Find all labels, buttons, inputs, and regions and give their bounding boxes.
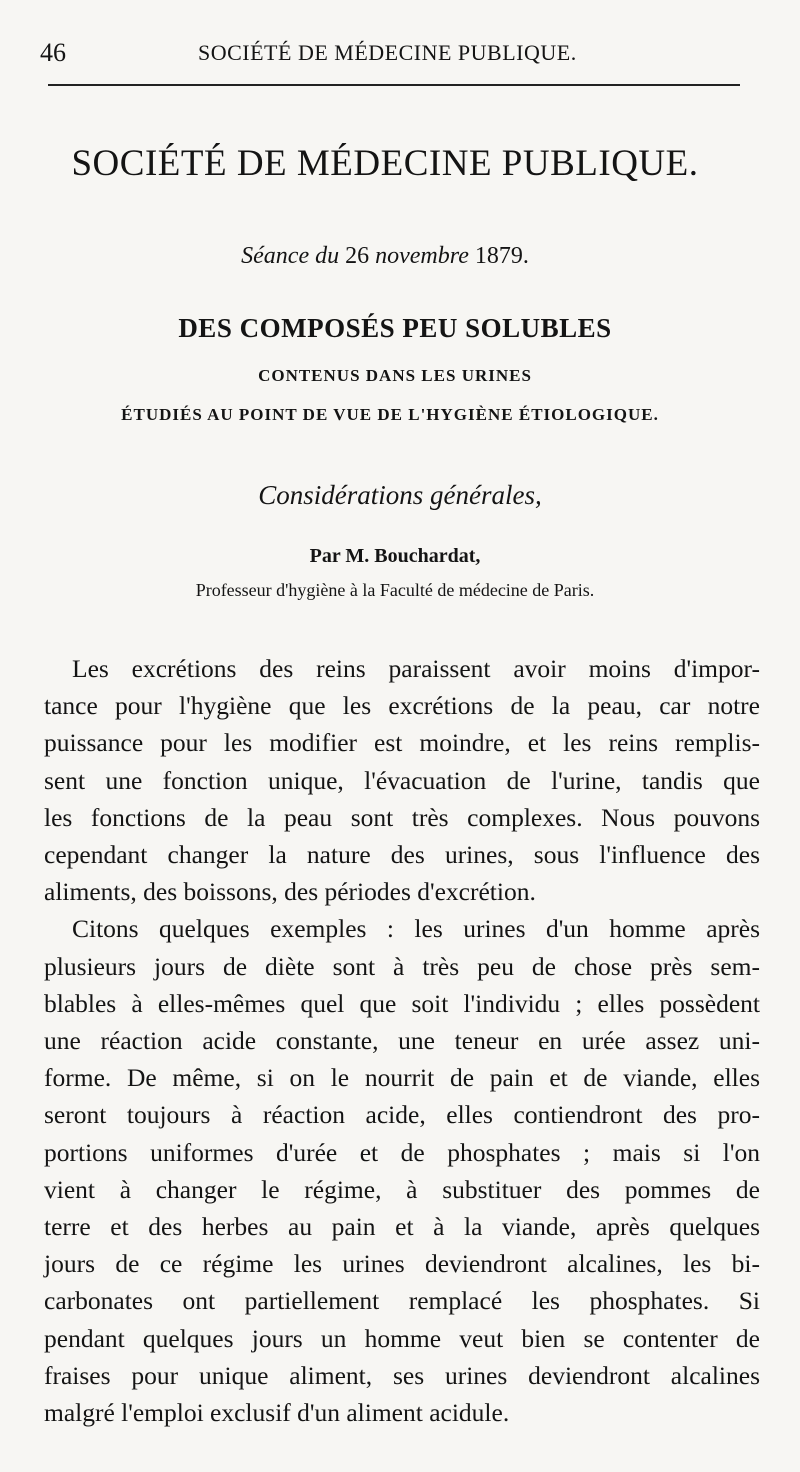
society-title: SOCIÉTÉ DE MÉDECINE PUBLIQUE. <box>71 143 699 184</box>
paragraph-line: plusieurs jours de diète sont à très peu de chose près sem- <box>44 951 760 981</box>
paragraph-line: fraises pour unique aliment, ses urines deviendront alcalines <box>44 1360 760 1390</box>
paragraph-line: terre et des herbes au pain et à la viande, après quelques <box>44 1212 760 1242</box>
seance-day: 26 <box>345 243 370 269</box>
running-title: SOCIÉTÉ DE MÉDECINE PUBLIQUE. <box>198 40 577 65</box>
paragraph-line: forme. De même, si on le nourrit de pain et de viande, elles <box>44 1063 760 1093</box>
subtitle-1: CONTENUS DANS LES URINES <box>258 366 532 385</box>
paragraph <box>44 650 760 910</box>
paragraph <box>44 910 760 1431</box>
paragraph-line: blables à elles-mêmes quel que soit l'individu ; elles possèdent <box>44 988 760 1018</box>
paragraph-line: aliments, des boissons, des périodes d'excrétion. <box>44 877 536 907</box>
seance-year: 1879. <box>474 243 529 269</box>
author-line: Par M. Bouchardat, <box>309 545 481 567</box>
paragraph-line: cependant changer la nature des urines, sous l'influence des <box>44 840 760 870</box>
paragraph-line: une réaction acide constante, une teneur en urée assez uni- <box>44 1026 760 1056</box>
paragraph-line: tance pour l'hygiène que les excrétions de la peau, car notre <box>44 691 760 721</box>
paragraph-line: vient à changer le régime, à substituer des pommes de <box>44 1174 760 1204</box>
seance-date <box>0 243 770 270</box>
paragraph-line: seront toujours à réaction acide, elles contiendront des pro- <box>44 1100 760 1130</box>
seance-prefix: Séance du <box>241 243 340 269</box>
paragraph-line: Les excrétions des reins paraissent avoir moins d'impor- <box>72 654 760 683</box>
paragraph-line: Citons quelques exemples : les urines d'un homme après <box>72 914 760 944</box>
paragraph-line: portions uniformes d'urée et de phosphates ; mais si l'on <box>44 1137 760 1167</box>
body-text <box>44 650 760 1431</box>
subtitle-2: ÉTUDIÉS AU POINT DE VUE DE L'HYGIÈNE ÉTIOLOGIQUE. <box>121 405 659 424</box>
running-header <box>40 38 740 74</box>
paragraph-line: puissance pour les modifier est moindre, et les reins remplis- <box>44 728 760 758</box>
page-number: 46 <box>40 38 66 67</box>
paragraph-line: pendant quelques jours un homme veut bien se contenter de <box>44 1323 760 1353</box>
paragraph-line: sent une fonction unique, l'évacuation de l'urine, tandis que <box>44 765 760 795</box>
author-affiliation: Professeur d'hygiène à la Faculté de médecine de Paris. <box>195 580 595 600</box>
paragraph-line: jours de ce régime les urines deviendront alcalines, les bi- <box>44 1249 760 1279</box>
seance-month: novembre <box>375 243 469 269</box>
considerations-heading: Considérations générales, <box>258 480 542 510</box>
paragraph-line: carbonates ont partiellement remplacé les phosphates. Si <box>44 1286 760 1316</box>
paragraph-line: malgré l'emploi exclusif d'un aliment acidule. <box>44 1398 510 1428</box>
paragraph-line: les fonctions de la peau sont très complexes. Nous pouvons <box>44 802 760 832</box>
header-rule <box>48 84 740 86</box>
section-title: DES COMPOSÉS PEU SOLUBLES <box>178 313 612 343</box>
